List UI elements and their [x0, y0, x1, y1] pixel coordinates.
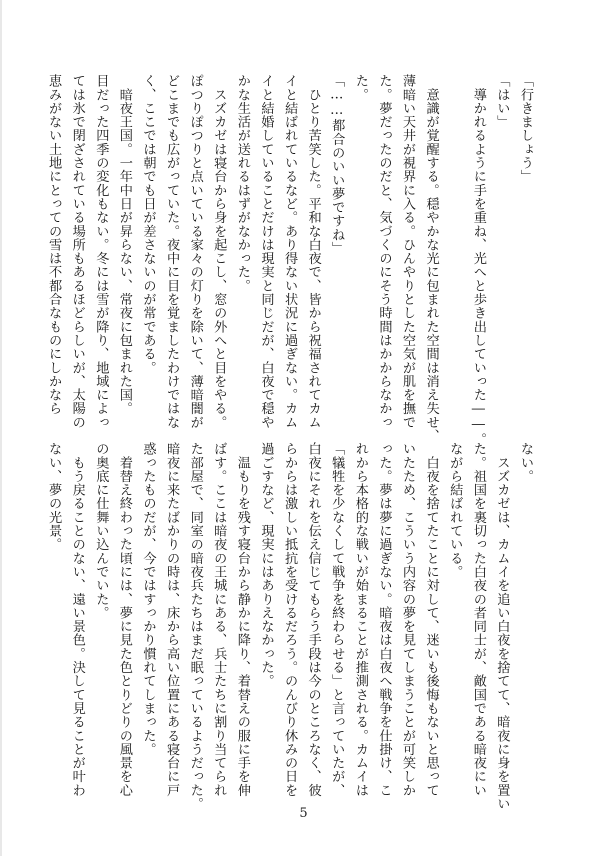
text-column: ぽつりぽつりと点いている家々の灯りを除いて、薄暗闇が	[187, 74, 203, 429]
text-column: スズカゼは、カムイを追い白夜を捨てて、暗夜に身を置い	[494, 442, 510, 811]
text-column: もう戻ることのない、遠い景色。決して見ることが叶わ	[69, 442, 85, 797]
text-column: 白夜を捨てたことに対して、迷いも後悔もないと思って	[423, 442, 439, 797]
text-column: 恵みがない土地にとっての雪は不都合なものにしかなら	[46, 74, 62, 416]
text-column: 目だった四季の変化もない。冬には雪が降り、地域によっ	[93, 74, 109, 429]
text-column: 薄暗い天井が視界に入る。ひんやりとした空気が肌を撫で	[400, 74, 416, 429]
text-column: イと結婚していることだけは現実と同じだが、白夜で穏や	[258, 74, 274, 429]
text-column: 「犠牲を少なくして戦争を終わらせる」と言っていたが、	[329, 442, 345, 797]
text-column: た。祖国を裏切った白夜の者同士が、敵国である暗夜にい	[470, 442, 486, 797]
text-column: 「……都合のいい夢ですね」	[329, 74, 345, 256]
text-column: 導かれるように手を重ね、光へと歩き出していった――。	[470, 74, 486, 447]
text-column: ひとり苦笑した。平和な白夜で、皆から祝福されてカム	[305, 74, 321, 429]
text-column: スズカゼは寝台から身を起こし、窓の外へと目をやる。	[211, 74, 227, 429]
text-column: く、ここでは朝でも日が差さないのが常である。	[140, 74, 156, 375]
text-column: いたため、こういう内容の夢を見てしまうことが可笑しか	[400, 442, 416, 797]
blank-column	[443, 74, 467, 404]
upper-text-block	[42, 74, 537, 447]
text-column: ては氷で閉ざされている場所もあるほどらしいが、太陽の	[69, 74, 85, 429]
lower-text-block	[42, 442, 537, 811]
text-column: の奥底に仕舞い込んでいた。	[93, 442, 109, 620]
text-column: どこまでも広がっていた。夜中に目を覚ましたわけではな	[164, 74, 180, 429]
text-column: 着替え終わった頃には、夢に見た色とりどりの風景を心	[116, 442, 132, 797]
text-column: った。夢は夢に過ぎない。暗夜は白夜へ戦争を仕掛け、こ	[376, 442, 392, 797]
text-column: 暗夜に来たばかりの時は、床から高い位置にある寝台に戸	[164, 442, 180, 797]
text-column: た。	[352, 74, 368, 102]
text-column: た部屋で、同室の暗夜兵たちはまだ眠っているようだった。	[187, 442, 203, 811]
text-column: 暗夜王国。一年中日が昇らない、常夜に包まれた国。	[116, 74, 132, 416]
text-column: 温もりを残す寝台から静かに降り、着替えの服に手を伸	[234, 442, 250, 797]
text-column: た。夢だったのだと、気づくのにそう時間はかからなかっ	[376, 74, 392, 429]
text-column: れから本格的な戦いが始まることが推測される。カムイは	[352, 442, 368, 797]
text-column: ばす。ここは暗夜の王城にある、兵士たちに割り当てられ	[211, 442, 227, 797]
text-column: 過ごすなど、現実にはありえなかった。	[258, 442, 274, 688]
text-column: かな生活が送れるはずがなかった。	[234, 74, 250, 293]
text-column: ない。	[518, 442, 533, 483]
text-column: 「行きましょう」	[518, 74, 533, 184]
text-column: 惑ったものだが、今ではすっかり慣れてしまった。	[140, 442, 156, 756]
text-column: 「はい」	[494, 74, 510, 129]
page-number: 5	[299, 806, 308, 821]
text-column: 意識が覚醒する。穏やかな光に包まれた空間は消え失せ、	[423, 74, 439, 443]
text-column: ながら結ばれている。	[447, 442, 463, 579]
text-column: イと結ばれているなど。あり得ない状況に過ぎない。カム	[282, 74, 298, 429]
text-column: ない、夢の光景。	[46, 442, 62, 552]
text-column: らからは激しい抵抗を受けるだろう。のんびり休みの日を	[282, 442, 298, 797]
text-column: 白夜にそれを伝え信じてもらう手段は今のところなく、彼	[305, 442, 321, 797]
